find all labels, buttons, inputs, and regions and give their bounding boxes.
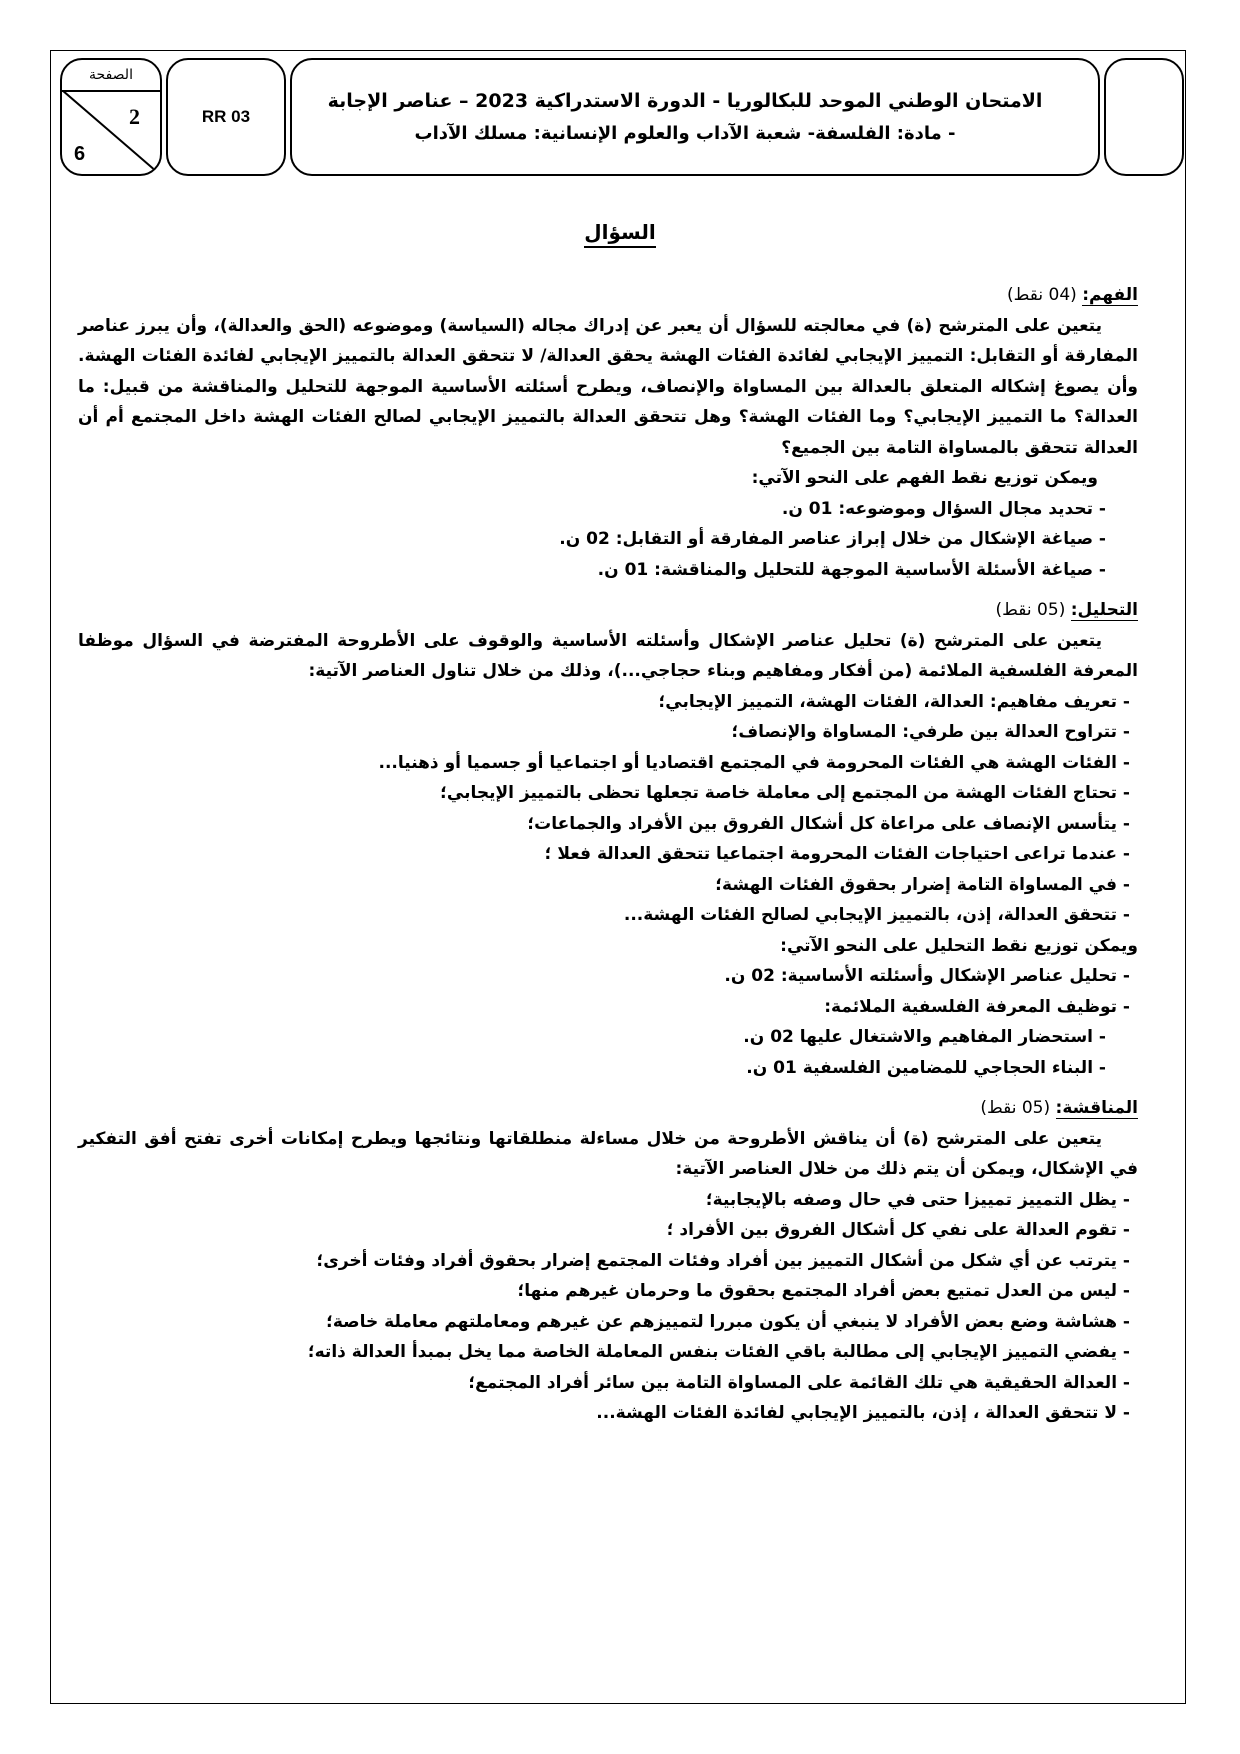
list-item: - استحضار المفاهيم والاشتغال عليها 02 ن. — [78, 1022, 1138, 1053]
list-item: - يظل التمييز تمييزا حتى في حال وصفه بالإيجابية؛ — [78, 1185, 1138, 1216]
understanding-paragraph: يتعين على المترشح (ة) في معالجته للسؤال أن يعبر عن إدراك مجاله (السياسة) وموضوعه (الحق والعدالة)، وأن يبرز عناصر المفارقة أو التقابل: التمييز الإيجابي لفائدة الفئات الهشة يحقق العدالة/ لا تتحقق العدالة بالتمييز الإيجابي لفائدة الفئات الهشة. وأن يصوغ إشكاله المتعلق بالعدالة بين المساواة والإنصاف، ويطرح أسئلته الأساسية الموجهة للتحليل والمناقشة من قبيل: ما العدالة؟ ما التمييز الإيجابي؟ وما الفئات الهشة؟ وهل تتحقق العدالة بالتمييز الإيجابي لصالح الفئات الهشة داخل المجتمع أم أن العدالة تتحقق بالمساواة التامة بين الجميع؟ — [78, 315, 1138, 458]
exam-title: الامتحان الوطني الموحد للبكالوريا - الدورة الاستدراكية 2023 – عناصر الإجابة — [327, 90, 1043, 112]
list-item: - يفضي التمييز الإيجابي إلى مطالبة باقي الفئات بنفس المعاملة الخاصة مما يخل بمبدأ العدالة ذاته؛ — [78, 1337, 1138, 1368]
list-item: - صياغة الأسئلة الأساسية الموجهة للتحليل والمناقشة: 01 ن. — [78, 555, 1138, 586]
understanding-list — [78, 494, 1138, 586]
section-analysis-heading: التحليل: (05 نقط) — [995, 600, 1138, 620]
analysis-list — [78, 687, 1138, 931]
list-item: - يترتب عن أي شكل من أشكال التمييز بين أفراد وفئات المجتمع إضرار بحقوق أفراد وفئات أخرى؛ — [78, 1246, 1138, 1277]
list-item: - في المساواة التامة إضرار بحقوق الفئات الهشة؛ — [78, 870, 1138, 901]
page-number-box — [60, 58, 162, 176]
page-title-text: السؤال — [584, 220, 655, 248]
analysis-sub-list — [78, 1022, 1138, 1083]
content — [78, 280, 1138, 1429]
list-item: - تعريف مفاهيم: العدالة، الفئات الهشة، التمييز الإيجابي؛ — [78, 687, 1138, 718]
analysis-distribution-list — [78, 961, 1138, 1022]
exam-code: RR 03 — [201, 107, 251, 126]
analysis-paragraph: يتعين على المترشح (ة) تحليل عناصر الإشكال وأسئلته الأساسية والوقوف على الأطروحة المفترضة في السؤال موظفا المعرفة الفلسفية الملائمة (من أفكار ومفاهيم وبناء حجاجي...)، وذلك من خلال تناول العناصر الآتية: — [78, 630, 1138, 681]
list-item: - تتراوح العدالة بين طرفي: المساواة والإنصاف؛ — [78, 717, 1138, 748]
list-item: - لا تتحقق العدالة ، إذن، بالتمييز الإيجابي لفائدة الفئات الهشة... — [78, 1398, 1138, 1429]
section-understanding-heading: الفهم: (04 نقط) — [1006, 285, 1138, 305]
page-title — [0, 220, 1240, 244]
list-item: - تحديد مجال السؤال وموضوعه: 01 ن. — [78, 494, 1138, 525]
list-item: - تتحقق العدالة، إذن، بالتمييز الإيجابي لصالح الفئات الهشة... — [78, 900, 1138, 931]
list-item: - البناء الحجاجي للمضامين الفلسفية 01 ن. — [78, 1053, 1138, 1084]
discussion-paragraph: يتعين على المترشح (ة) أن يناقش الأطروحة من خلال مساءلة منطلقاتها ونتائجها ويطرح إمكانات أخرى تفتح أفق التفكير في الإشكال، ويمكن أن يتم ذلك من خلال العناصر الآتية: — [78, 1128, 1138, 1179]
list-item: - تحليل عناصر الإشكال وأسئلته الأساسية: 02 ن. — [78, 961, 1138, 992]
page-total: 6 — [74, 143, 86, 165]
analysis-distribution-intro: ويمكن توزيع نقط التحليل على النحو الآتي: — [780, 935, 1138, 956]
list-item: - العدالة الحقيقية هي تلك القائمة على المساواة التامة بين سائر أفراد المجتمع؛ — [78, 1368, 1138, 1399]
page-number: 2 — [129, 104, 140, 129]
logo-box — [1104, 58, 1184, 176]
list-item: - تقوم العدالة على نفي كل أشكال الفروق بين الأفراد ؛ — [78, 1215, 1138, 1246]
list-item: - توظيف المعرفة الفلسفية الملائمة: — [78, 992, 1138, 1023]
list-item: - الفئات الهشة هي الفئات المحرومة في المجتمع اقتصاديا أو اجتماعيا أو جسميا أو ذهنيا... — [78, 748, 1138, 779]
exam-code-box — [166, 58, 286, 176]
list-item: - ليس من العدل تمتيع بعض أفراد المجتمع بحقوق ما وحرمان غيرهم منها؛ — [78, 1276, 1138, 1307]
list-item: - هشاشة وضع بعض الأفراد لا ينبغي أن يكون مبررا لتمييزهم عن غيرهم ومعاملتهم معاملة خاصة؛ — [78, 1307, 1138, 1338]
list-item: - عندما تراعى احتياجات الفئات المحرومة اجتماعيا تتحقق العدالة فعلا ؛ — [78, 839, 1138, 870]
page-label: الصفحة — [62, 60, 160, 92]
exam-subject: - مادة: الفلسفة- شعبة الآداب والعلوم الإنسانية: مسلك الآداب — [414, 123, 956, 144]
discussion-list — [78, 1185, 1138, 1429]
section-discussion-heading: المناقشة: (05 نقط) — [980, 1098, 1138, 1118]
understanding-distribution-intro: ويمكن توزيع نقط الفهم على النحو الآتي: — [751, 468, 1098, 488]
list-item: - تحتاج الفئات الهشة من المجتمع إلى معاملة خاصة تجعلها تحظى بالتمييز الإيجابي؛ — [78, 778, 1138, 809]
exam-title-box — [290, 58, 1100, 176]
list-item: - صياغة الإشكال من خلال إبراز عناصر المفارقة أو التقابل: 02 ن. — [78, 524, 1138, 555]
list-item: - يتأسس الإنصاف على مراعاة كل أشكال الفروق بين الأفراد والجماعات؛ — [78, 809, 1138, 840]
